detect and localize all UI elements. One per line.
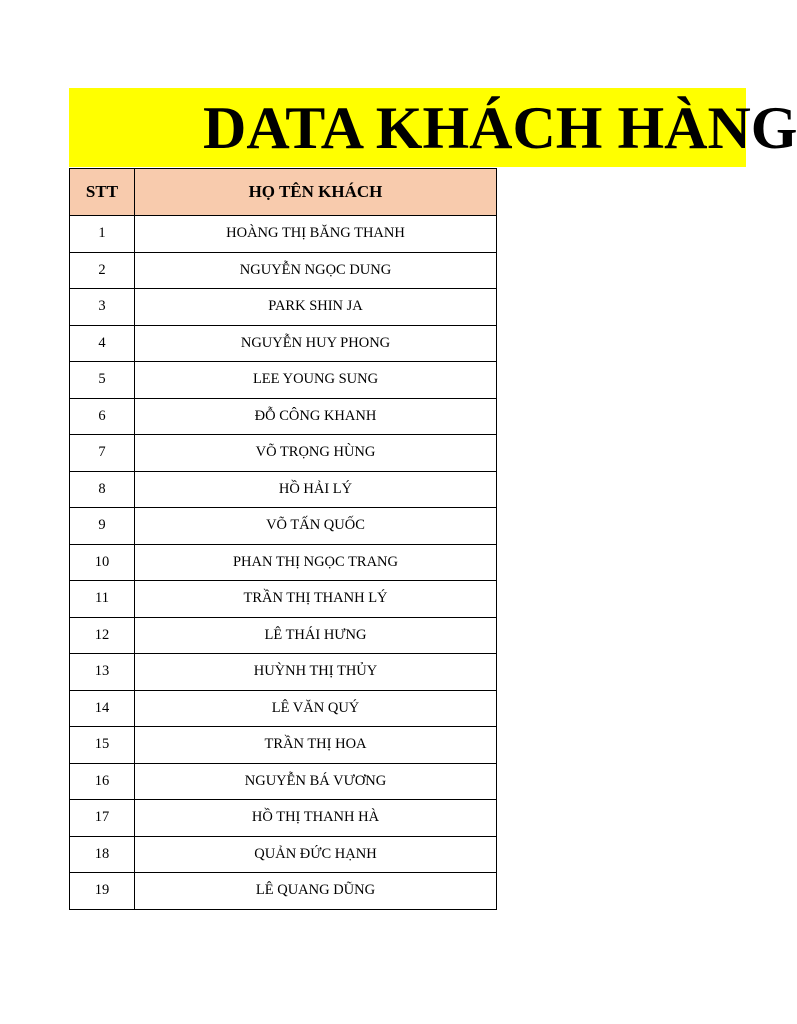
row-stt: 5	[70, 362, 135, 399]
table-row	[70, 763, 497, 800]
table-row	[70, 654, 497, 691]
row-customer-name: NGUYỄN BÁ VƯƠNG	[135, 763, 497, 800]
row-customer-name: HOÀNG THỊ BĂNG THANH	[135, 216, 497, 253]
page-title: DATA KHÁCH HÀNG	[203, 95, 797, 161]
row-stt: 1	[70, 216, 135, 253]
table-row	[70, 508, 497, 545]
table-row	[70, 617, 497, 654]
table-row	[70, 836, 497, 873]
table-row	[70, 873, 497, 910]
row-stt: 11	[70, 581, 135, 618]
header-stt: STT	[70, 169, 135, 216]
row-stt: 6	[70, 398, 135, 435]
title-clip	[69, 88, 797, 167]
table-row	[70, 800, 497, 837]
row-stt: 7	[70, 435, 135, 472]
table-row	[70, 544, 497, 581]
row-customer-name: PARK SHIN JA	[135, 289, 497, 326]
row-customer-name: ĐỖ CÔNG KHANH	[135, 398, 497, 435]
row-customer-name: TRẦN THỊ HOA	[135, 727, 497, 764]
header-customer-name: HỌ TÊN KHÁCH	[135, 169, 497, 216]
row-stt: 4	[70, 325, 135, 362]
row-stt: 16	[70, 763, 135, 800]
row-customer-name: LÊ THÁI HƯNG	[135, 617, 497, 654]
table-body	[70, 216, 497, 910]
table-row	[70, 325, 497, 362]
table-row	[70, 471, 497, 508]
table-row	[70, 727, 497, 764]
row-customer-name: TRẦN THỊ THANH LÝ	[135, 581, 497, 618]
table-row	[70, 362, 497, 399]
table-row	[70, 581, 497, 618]
row-stt: 14	[70, 690, 135, 727]
row-customer-name: PHAN THỊ NGỌC TRANG	[135, 544, 497, 581]
table-row	[70, 398, 497, 435]
table-row	[70, 435, 497, 472]
row-stt: 18	[70, 836, 135, 873]
row-stt: 12	[70, 617, 135, 654]
row-customer-name: LEE YOUNG SUNG	[135, 362, 497, 399]
row-stt: 19	[70, 873, 135, 910]
customer-table	[69, 168, 497, 910]
row-stt: 9	[70, 508, 135, 545]
row-customer-name: VÕ TRỌNG HÙNG	[135, 435, 497, 472]
row-customer-name: LÊ QUANG DŨNG	[135, 873, 497, 910]
row-customer-name: HỒ HẢI LÝ	[135, 471, 497, 508]
row-stt: 17	[70, 800, 135, 837]
table-row	[70, 252, 497, 289]
row-customer-name: HỒ THỊ THANH HÀ	[135, 800, 497, 837]
table-header-row	[70, 169, 497, 216]
table-row	[70, 289, 497, 326]
table-row	[70, 690, 497, 727]
row-stt: 8	[70, 471, 135, 508]
row-stt: 13	[70, 654, 135, 691]
row-customer-name: NGUYỄN NGỌC DUNG	[135, 252, 497, 289]
row-stt: 3	[70, 289, 135, 326]
row-customer-name: HUỲNH THỊ THỦY	[135, 654, 497, 691]
row-customer-name: NGUYỄN HUY PHONG	[135, 325, 497, 362]
row-customer-name: LÊ VĂN QUÝ	[135, 690, 497, 727]
row-stt: 15	[70, 727, 135, 764]
row-customer-name: QUẢN ĐỨC HẠNH	[135, 836, 497, 873]
table-row	[70, 216, 497, 253]
row-customer-name: VÕ TẤN QUỐC	[135, 508, 497, 545]
row-stt: 2	[70, 252, 135, 289]
row-stt: 10	[70, 544, 135, 581]
